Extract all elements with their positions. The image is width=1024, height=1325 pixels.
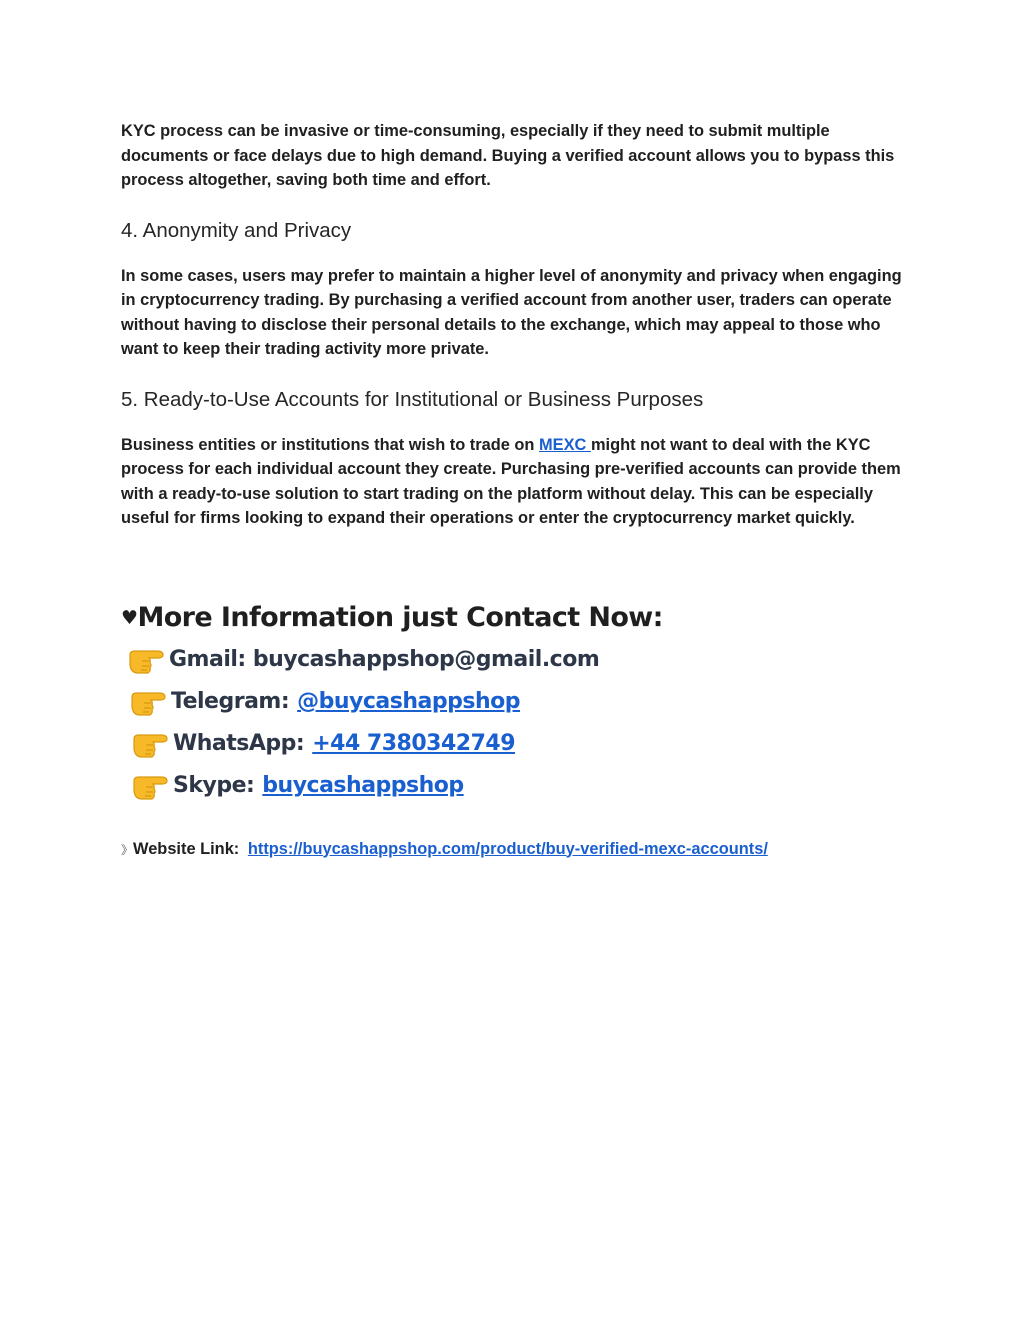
pointing-hand-icon — [131, 769, 171, 803]
whatsapp-row — [121, 723, 911, 765]
section-5-body — [121, 433, 911, 531]
pointing-hand-icon — [131, 727, 171, 761]
document-page — [121, 119, 911, 862]
contact-title-text: More Information just Contact Now: — [137, 601, 663, 633]
whatsapp-link[interactable]: +44 7380342749 — [312, 731, 516, 756]
pointing-hand-icon — [127, 643, 167, 677]
website-line — [121, 837, 911, 862]
contact-section — [121, 601, 911, 807]
section-5-heading: 5. Ready-to-Use Accounts for Institutional or Business Purposes — [121, 387, 704, 411]
section-4-heading: 4. Anonymity and Privacy — [121, 218, 352, 242]
telegram-link[interactable]: @buycashappshop — [297, 689, 520, 714]
section-5-body-start: Business entities or institutions that wish to trade on — [121, 435, 540, 454]
website-label: Website Link: — [133, 839, 240, 858]
whatsapp-label: WhatsApp: — [173, 731, 305, 756]
heart-icon: ♥ — [121, 606, 138, 629]
skype-label: Skype: — [173, 773, 255, 798]
intro-paragraph: KYC process can be invasive or time-consuming, especially if they need to submit multiple documents or face delays due to high demand. Buying a verified account allows you to bypass this process altogether, saving both time and effort. — [121, 122, 895, 189]
pointing-hand-icon — [129, 685, 169, 719]
chevron-icon: 》 — [121, 842, 134, 857]
telegram-row — [121, 681, 911, 723]
gmail-text: Gmail: buycashappshop@gmail.com — [169, 647, 600, 672]
skype-link[interactable]: buycashappshop — [262, 773, 464, 798]
gmail-row — [121, 639, 911, 681]
mexc-link[interactable]: MEXC — [539, 435, 591, 454]
skype-row — [121, 765, 911, 807]
contact-title — [121, 601, 911, 635]
section-5-body-end: might not want to deal with the KYC process for each individual account they create. Purchasing pre-verified accounts can provide them with a ready-to-use solution to start trading on the platform without delay. This can be especially useful for firms looking to expand their operations or enter the cryptocurrency market quickly. — [121, 435, 901, 527]
section-4-body: In some cases, users may prefer to maintain a higher level of anonymity and privacy when engaging in cryptocurrency trading. By purchasing a verified account from another user, traders can operate without having to disclose their personal details to the exchange, which may appeal to those who want to keep their trading activity more private. — [121, 266, 902, 358]
telegram-label: Telegram: — [171, 689, 290, 714]
website-link[interactable]: https://buycashappshop.com/product/buy-verified-mexc-accounts/ — [247, 839, 768, 858]
